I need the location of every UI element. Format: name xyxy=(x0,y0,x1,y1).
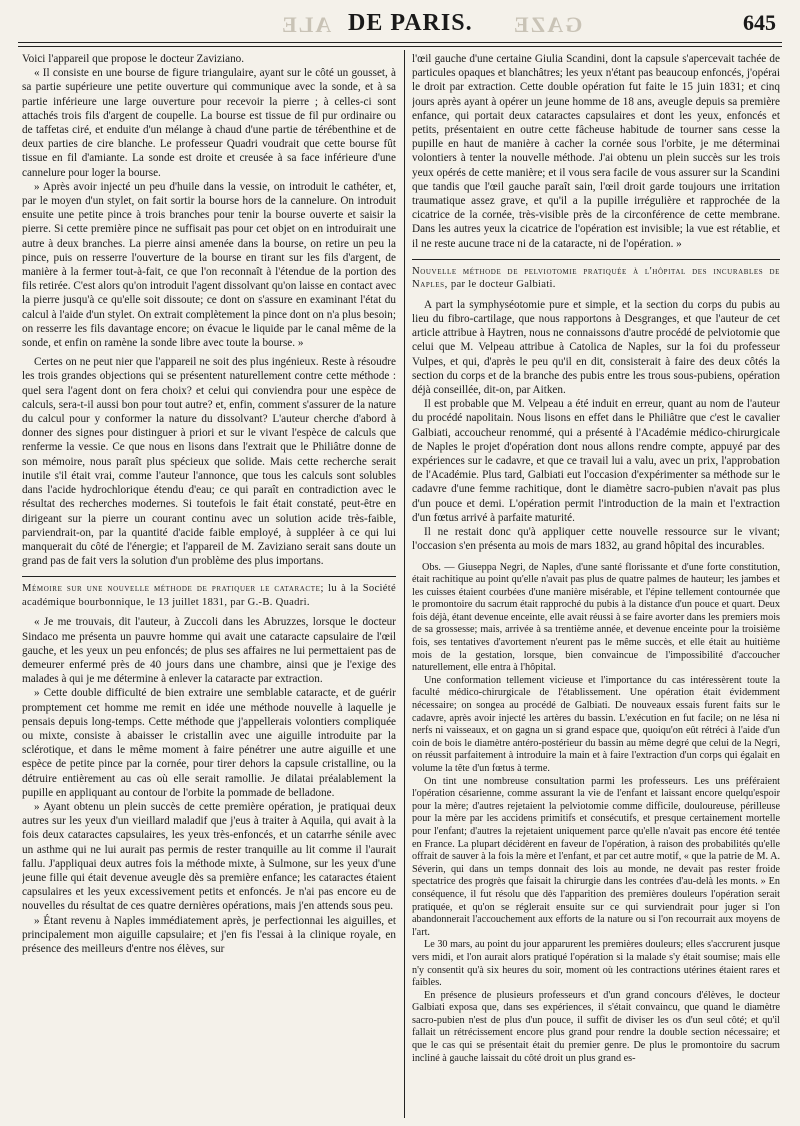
article-heading xyxy=(412,259,780,292)
paragraph: » Après avoir injecté un peu d'huile dans la vessie, on introduit le cathéter, et, par le moyen d'un stylet, on fait sortir la bourse hors de la cannelure. On introduit ensuite une petite pince à trois branches pour tenir la bourse ouverte et saisir la pierre. Si cette première pince ne suffisait pas pour cet objet on en introduirait une autre à deux branches. La pierre ainsi amenée dans la bourse, on retire un peu la pince, puis on resserre l'ouverture de la bourse en tirant sur les fils d'argent, de manière à la fermer tout-à-fait, ce que l'on reconnaît à l'étendue de la portion des fils retirée. C'est alors qu'on introduit l'agent dissolvant qu'on laisse en contact avec la pierre jusqu'à ce qu'elle soit dissoute; ce dont on s'assure en examinant l'état du calcul à l'aide d'un stylet. On extrait complètement la pince dont on n'a plus besoin; on resserre les fils davantage encore; on évacue le liquide par le canal même de la sonde, et enfin on ramène la sonde libre avec toute la bourse. » xyxy=(22,180,396,350)
article-heading xyxy=(22,576,396,609)
paragraph: « Il consiste en une bourse de figure triangulaire, ayant sur le côté un gousset, à sa partie supérieure une petite ouverture qui communique avec la sonde, et à sa partie inférieure une large ouverture pour recevoir la pierre ; à celles-ci sont attachés trois fils d'argent de coupelle. La bourse est tissue de fil pur ordinaire ou de taffetas ciré, et enduite d'un mélange à chaud d'une partie de térébenthine et de deux parties de cire blanche. Le professeur Quadri voudrait que cette bourse fût tissue en fil d'amiante. La sonde est droite et creusée à sa face inférieure d'une cannelure pour loger la bourse. xyxy=(22,67,396,179)
paragraph: Certes on ne peut nier que l'appareil ne soit des plus ingénieux. Reste à résoudre les trois grandes objections qui se présentent naturellement contre cette méthode : quel sera l'agent dont on fera choix? et celui qui conviendra pour une espèce de calculs, sera-t-il aussi bon pour tout autre? et, enfin, comment s'assurer de la nature du calcul pour y conformer la nature du dissolvant? L'auteur cherche d'abord à donner des signes pour distinguer à priori et sur le vivant l'espèce de calculs que renferme la vessie. Ce que nous en lisons dans l'extrait que le Philiâtre donne de son mémoire, nous paraît plus spécieux que solide. Mais cette recherche serait inutile s'il était vrai, comme l'auteur l'annonce, que tous les calculs sont solubles dans l'acide hydrochlorique étendu d'eau; ce qui paraît en contradiction avec le résultat des recherches modernes. Si toutefois le fait était constaté, peut-être en dirigeant sur la pierre un courant continu avec un solution acide très-faible, parviendrait-on, par la quantité d'acide faible employé, à suppléer à ce qui lui manquerait du côté de l'énergie; et l'appareil de M. Zaviziano serait sans doute un grand pas de fait vers la solution d'un problème des plus importans. xyxy=(22,356,396,568)
paragraph: Le 30 mars, au point du jour apparurent les premières douleurs; elles s'accrurent jusque vers midi, et l'on aurait alors pratiqué l'opération si la malade s'y était soumise; mais elle n'y consentit qu'à six heures du soir, moment où les contractions utérines étaient rares et faibles. xyxy=(412,939,780,989)
paragraph: l'œil gauche d'une certaine Giulia Scandini, dont la capsule s'apercevait tachée de particules opaques et blanchâtres; les yeux n'étant pas beaucoup enfoncés, j'opérai le droit par extraction. Cette double opération fut faite le 15 juin 1831; et cinq jours après ayant à opérer un jeune homme de 18 ans, aveugle depuis sa première enfance, qui portait deux cataractes capsulaires et dont les yeux, enfoncés et petits, présentaient en outre cette fâcheuse habitude de tourner sans cesse la pupille en haut de manière à cacher la cornée sous l'orbite, je me déterminai volontiers à tenter la nouvelle méthode. J'ai obtenu un plein succès sur les trois yeux opérés de cette manière; et il vous sera facile de vous assurer sur la Scandini que tandis que l'œil gauche paraît sain, l'œil droit garde toujours une irritation traumatique assez grave, et qu'il a la pupille irrégulière et rapprochée de la cicatrice de la cornée, très-visible près de la circonférence de cette membrane. Dans les autres yeux la cicatrice de l'opération est invisible; la vue est rétablie, et il ne reste aucune trace ni de la cataracte, ni de l'opération. » xyxy=(412,53,780,250)
bleed-through-text: ALE xyxy=(280,12,332,37)
observation-paragraph: Obs. — Giuseppa Negri, de Naples, d'une santé florissante et d'une forte constitution, était rachitique au point qu'elle n'avait pas plus de quatre palmes de hauteur; les jambes et les cuisses étaient courbées d'une manière misérable, et l'épine tellement contournée que le promontoire du sacrum était rapproché du pubis à la distance d'un pouce et quart. Deux fois déjà, étant devenue enceinte, elle avait réussi à se faire avorter dans les premiers mois de sa grossesse; mais, arrivée à sa trentième année, et devenue enceinte pour la troisième fois, ses tentatives d'avortement n'eurent pas le même succès, et elle était au huitième mois de la gestation, lorsque, bien convaincue de l'impossibilité d'accoucher naturellement, elle entra à l'hôpital. xyxy=(412,561,780,674)
bleed-through-text: GAZE xyxy=(512,12,583,37)
paragraph: A part la symphyséotomie pure et simple, et la section du corps du pubis au lieu du fibro-cartilage, que nous rapportons à Desgranges, et que l'auteur de cet article attribue à Haytren, nous ne connaissons d'autre procédé de pelviotomie que celui que M. Velpeau attribue à Catolica de Naples, sur la foi du professeur Vulpes, et qui, d'après le peu qu'il en dit, consisterait à faire des deux côtés la section du corps et de la branche des pubis entre les trous sous-pubiens, opération déjà conseillée, dit-on, par Aitken. xyxy=(412,298,780,397)
paragraph: Voici l'appareil que propose le docteur Zaviziano. xyxy=(22,53,245,65)
page-number: 645 xyxy=(743,10,776,35)
paragraph: Il est probable que M. Velpeau a été induit en erreur, quant au nom de l'auteur du procédé napolitain. Nous lisons en effet dans le Philiâtre que c'est le cavalier Galbiati, accoucheur renommé, qui a présenté à l'Académie médico-chirurgicale de Naples le projet d'opération dont nous allons rendre compte, appuyé par des expériences sur le cadavre, et que ce travail lui a valu, avec un prix, l'approbation de l'Académie. Plus tard, Galbiati eut l'occasion d'expérimenter sa méthode sur le cadavre d'une femme rachitique, dont le diamètre sacro-pubien n'avait pas plus d'un pouce et demi. L'opération permit l'introduction de la main et l'extraction d'un fœtus arrivé à parfaite maturité. xyxy=(412,398,780,524)
page-header xyxy=(18,4,782,44)
paragraph: Une conformation tellement vicieuse et l'importance du cas intéressèrent toute la faculté médico-chirurgicale de l'établissement. Une opération était évidemment nécessaire; on songea au procédé de Galbiati. De nouveaux essais furent faits sur le cadavre, après avoir injecté les artères du bassin. L'exécution en fut facile; on ne lésa ni nerfs ni vaisseaux, et on gagna un si grand espace que, quoiqu'on eût rétréci à l'aide d'un coin de bois le diamètre antéro-postérieur du bassin au même degré que celui de la Negri, on réussit parfaitement à introduire la main et à faire l'extraction d'un corps qui égalait en volume la tête d'un fœtus à terme. xyxy=(412,674,780,774)
paragraph: « Je me trouvais, dit l'auteur, à Zuccoli dans les Abruzzes, lorsque le docteur Sindaco me présenta un pauvre homme qui avait une cataracte capsulaire de l'œil gauche, et les yeux un peu enfoncés; de plus ses affaires ne lui permettaient pas de demeurer enfermé près de 40 jours dans une chambre, ainsi que je l'exige des malades à qui je me détermine à enlever la cataracte par extraction. xyxy=(22,616,396,686)
right-column xyxy=(412,52,780,1118)
article-byline: par le docteur Galbiati. xyxy=(450,279,556,291)
running-title: DE PARIS. xyxy=(348,10,473,36)
column-divider xyxy=(404,50,405,1118)
paragraph: » Ayant obtenu un plein succès de cette première opération, je pratiquai deux autres sur les yeux d'un vieillard maladif que j'eus à traiter à Aquila, qui avait à la fois deux cataractes capsulaires, les yeux très-enfoncés, et un catarrhe sénile avec un asthme qui ne lui aurait pas permis de rester tranquille au lit comme il l'aurait fallu. J'appliquai deux autres fois la méthode mixte, à Sulmone, sur les yeux d'une jeune fille qui était devenue aveugle dès sa première enfance; les cataractes étaient capsulaires et les yeux excessivement petits et enfoncés. Je n'ai pas encore eu de nouvelles du résultat de ces quatre dernières opérations, mais j'en attends sous peu. xyxy=(22,800,396,913)
paragraph: » Étant revenu à Naples immédiatement après, je perfectionnai les aiguilles, et principalement mon aiguille capsulaire; et j'en fis l'essai à la clinique royale, en présence des meilleurs d'entre nos élèves, sur xyxy=(22,914,396,955)
header-rule xyxy=(18,46,782,47)
article-title: Nouvelle méthode de pelviotomie pratiquée à l'hôpital des incurables de Naples, xyxy=(412,265,780,291)
case-report xyxy=(412,562,780,1066)
paragraph: On tint une nombreuse consultation parmi les professeurs. Les uns préféraient l'opération césarienne, comme assurant la vie de l'enfant et laissant encore quelqu'espoir pour la mère; d'autres rejetaient la pelviotomie comme difficile, douloureuse, périlleuse pour la mère par les accidens primitifs et consécutifs, et presque certainement mortelle pour l'enfant; d'autres la rejetaient uniquement parce qu'elle n'avait pas encore été tentée en France. La plupart décidèrent en faveur de l'opération, à raison des probabilités qu'elle offrait de sauver à la fois la mère et l'enfant, et par cet autre motif, « que la patrie de M. A. Séverin, qui dans un temps donnait des lois au monde, ne devait pas rester froide spectatrice des progrès que faisait la chirurgie dans les contrées d'au-delà les monts. » En conséquence, il fut résolu que dès l'apparition des premières douleurs l'opération serait pratiquée, et qu'on se réglerait ensuite sur ce qui surviendrait pour juger si l'on abandonnerait l'accouchement aux efforts de la nature ou si l'on recourrait aux moyens de l'art. xyxy=(412,775,780,938)
paragraph: Il ne restait donc qu'à appliquer cette nouvelle ressource sur le vivant; l'occasion s'en présenta au mois de mars 1832, au grand hôpital des incurables. xyxy=(412,526,780,553)
article-title: Mémoire sur une nouvelle méthode de pratiquer le cataracte; xyxy=(22,583,325,595)
paragraph: » Cette double difficulté de bien extraire une semblable cataracte, et de guérir promptement cet homme me remit en idée une méthode nouvelle à laquelle je pensais depuis long-temps. Cette méthode que j'appellerais volontiers compliquée ou mixte, consiste à abaisser le cristallin avec une aiguille introduite par la sclérotique, et dans le même moment à faire pénétrer une autre aiguille et une espèce de petite pince par la cornée, pour tirer dehors la capsule cristalline, ou la détruire entièrement au cas où elle serait ramollie. Je dilatai préalablement la pupille en appliquant au contour de l'orbite la pommade de belladone. xyxy=(22,687,396,799)
article-byline: lu à la Société académique bourbonnique, le 13 juillet 1831, par G.-B. Quadri. xyxy=(22,583,396,608)
paragraph: En présence de plusieurs professeurs et d'un grand concours d'élèves, le docteur Galbiati exposa que, dans ses expériences, il s'était convaincu, que quand le diamètre sacro-pubien n'est de plus d'un pouce, il suffit de diviser les os d'un seul côté; et qu'il fallait un rétrécissement encore plus grand pour rendre la double section nécessaire; et que le cas qui se présentait était du premier genre. De plus le promontoire du sacrum incliné à gauche laissait du côté droit un plus grand es- xyxy=(412,989,780,1064)
left-column xyxy=(22,52,396,1118)
header-rule xyxy=(18,42,782,43)
